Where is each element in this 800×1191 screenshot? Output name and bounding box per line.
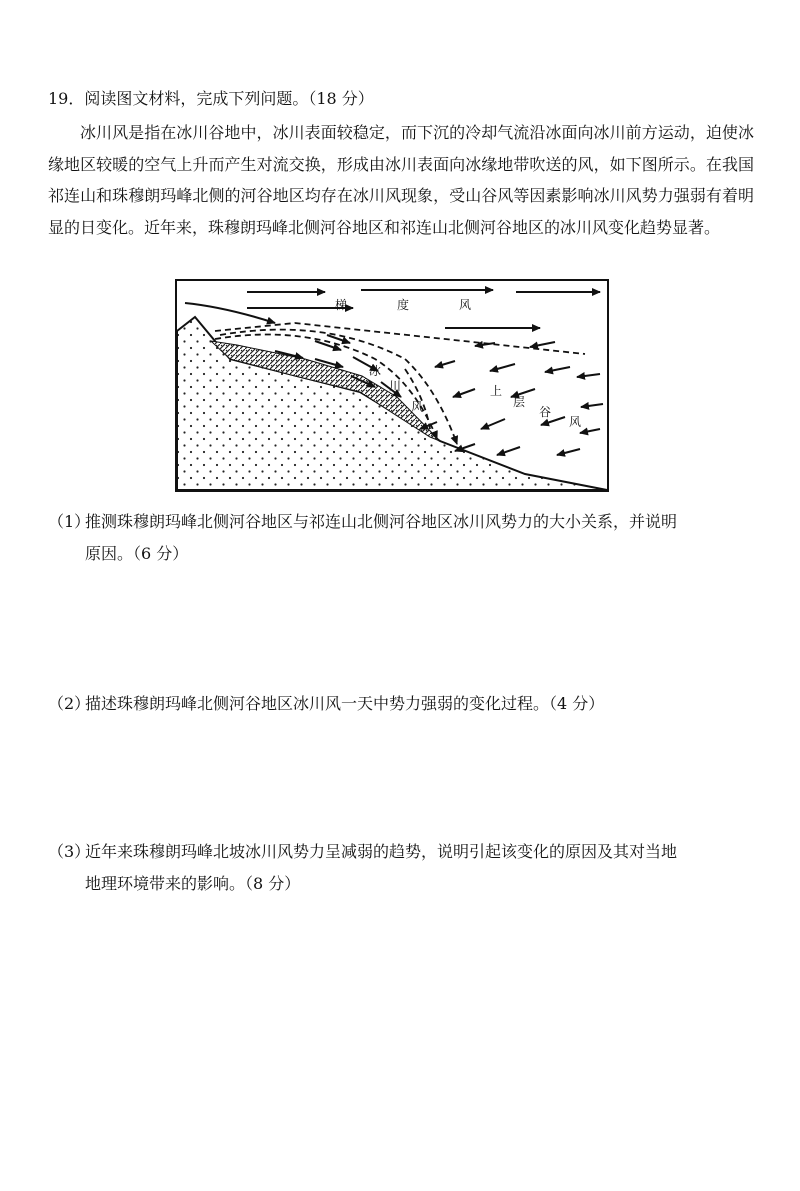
subquestion-2 — [48, 688, 760, 720]
subquestion-text-continued: 原因。（6 分） — [85, 544, 189, 563]
question-paragraph: 冰川风是指在冰川谷地中，冰川表面较稳定，而下沉的冷却气流沿冰面向冰川前方运动，迫使冰缘地区较暖的空气上升而产生对流交换，形成由冰川表面向冰缘地带吹送的风，如下图所示。在我国祁连山和珠穆朗玛峰北侧的河谷地区均存在冰川风现象，受山谷风等因素影响冰川风势力强弱有着明显的日变化。近年来，珠穆朗玛峰北侧河谷地区和祁连山北侧河谷地区的冰川风变化趋势显著。 — [48, 123, 754, 237]
subquestion-text: 描述珠穆朗玛峰北侧河谷地区冰川风一天中势力强弱的变化过程。（4 分） — [85, 694, 605, 713]
label-gradient-1: 梯 — [335, 298, 348, 312]
label-upper-3: 谷 — [539, 405, 552, 419]
subquestion-number: （1） — [48, 512, 91, 531]
label-upper-4: 风 — [569, 415, 582, 429]
label-glacier-2: 川 — [389, 379, 402, 393]
label-gradient-2: 度 — [397, 298, 410, 312]
subquestion-text: 推测珠穆朗玛峰北侧河谷地区与祁连山北侧河谷地区冰川风势力的大小关系，并说明 — [85, 512, 678, 531]
subquestion-3 — [48, 836, 760, 900]
question-title: 19．阅读图文材料，完成下列问题。（18 分） — [48, 89, 374, 108]
label-upper-2: 层 — [513, 395, 526, 409]
subquestion-1 — [48, 506, 760, 570]
glacier-wind-diagram — [175, 279, 609, 492]
subquestion-number: （2） — [48, 694, 91, 713]
subquestion-text: 近年来珠穆朗玛峰北坡冰川风势力呈减弱的趋势，说明引起该变化的原因及其对当地 — [85, 842, 678, 861]
subquestion-text-continued: 地理环境带来的影响。（8 分） — [85, 874, 301, 893]
label-glacier-1: 冰 — [369, 364, 382, 378]
subquestion-number: （3） — [48, 842, 91, 861]
label-gradient-3: 风 — [459, 298, 472, 312]
label-glacier-3: 风 — [411, 400, 424, 414]
label-upper-1: 上 — [490, 384, 503, 398]
